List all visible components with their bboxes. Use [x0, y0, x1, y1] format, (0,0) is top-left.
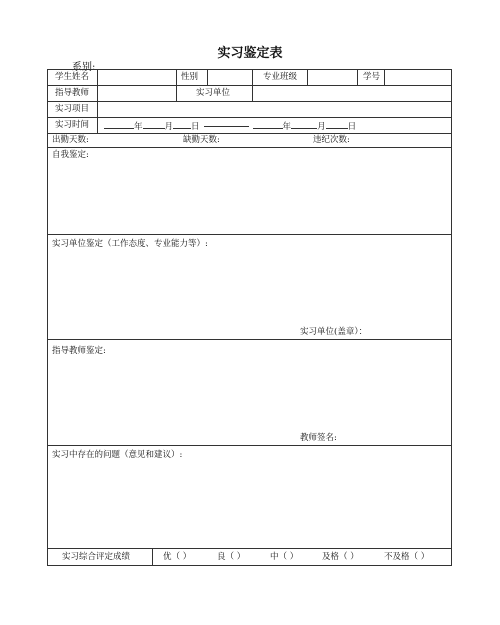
grade-fail: 不及格（ ）	[384, 552, 430, 562]
absence-label: 缺勤天数:	[183, 135, 220, 145]
grade-excellent: 优（ ）	[163, 552, 192, 562]
gender-label: 性别	[181, 72, 199, 82]
col-divider	[207, 69, 208, 85]
major-class-label: 专业班级	[263, 72, 298, 82]
row-divider	[47, 445, 452, 446]
row-divider	[47, 339, 452, 340]
row-divider	[47, 548, 452, 549]
day-label: 日	[191, 122, 200, 132]
student-name-label: 学生姓名	[55, 72, 90, 82]
department-label: 系别:	[72, 62, 96, 73]
grade-label: 实习综合评定成绩	[62, 552, 131, 562]
col-divider	[176, 69, 177, 85]
col-divider	[252, 69, 253, 101]
attendance-label: 出勤天数:	[52, 135, 89, 145]
row-divider	[47, 147, 452, 148]
date-range	[104, 120, 356, 132]
year-label: 年	[134, 122, 143, 132]
row-divider	[47, 101, 452, 102]
problems-label: 实习中存在的问题（意见和建议）:	[52, 450, 183, 460]
grade-pass: 及格（ ）	[322, 552, 359, 562]
month-label: 月	[317, 122, 326, 132]
row-divider	[47, 85, 452, 86]
teacher-sign-label: 教师签名:	[300, 433, 337, 443]
col-divider	[307, 69, 308, 85]
violation-label: 违纪次数:	[313, 135, 350, 145]
col-divider	[152, 548, 153, 566]
col-divider	[97, 69, 98, 133]
grade-good: 良（ ）	[217, 552, 246, 562]
internship-unit-label: 实习单位	[196, 88, 231, 98]
row-divider	[47, 133, 452, 134]
student-id-label: 学号	[363, 72, 381, 82]
col-divider	[384, 69, 385, 85]
unit-seal-label: 实习单位(盖章）：	[300, 327, 368, 337]
self-eval-label: 自我鉴定:	[52, 150, 89, 160]
time-label: 实习时间	[55, 120, 90, 130]
col-divider	[357, 69, 358, 85]
row-divider	[47, 117, 452, 118]
year-label: 年	[282, 122, 292, 132]
unit-eval-label: 实习单位鉴定（工作态度、专业能力等）:	[52, 239, 208, 249]
col-divider	[176, 85, 177, 101]
form-table	[47, 69, 452, 566]
teacher-eval-label: 指导教师鉴定:	[52, 346, 106, 356]
grade-average: 中（ ）	[270, 552, 299, 562]
row-divider	[47, 234, 452, 235]
day-label: 日	[347, 122, 357, 132]
month-label: 月	[164, 122, 174, 132]
advisor-label: 指导教师	[55, 88, 90, 98]
project-label: 实习项目	[55, 104, 90, 114]
page-title: 实习鉴定表	[217, 46, 283, 61]
